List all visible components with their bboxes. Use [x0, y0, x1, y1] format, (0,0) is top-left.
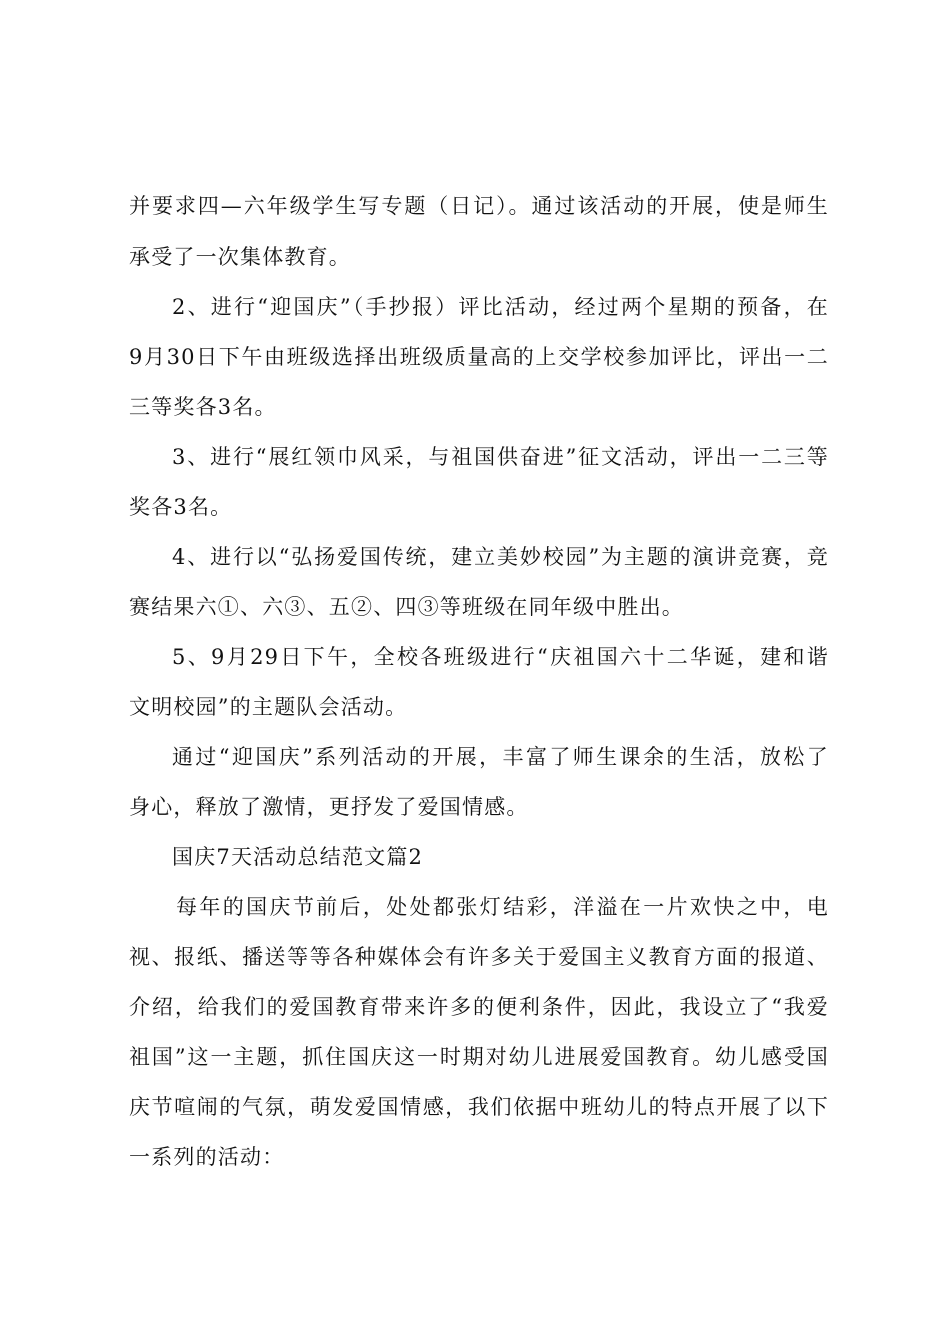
paragraph-line: 介绍，给我们的爱国教育带来许多的便利条件，因此，我设立了“我爱	[129, 995, 829, 1019]
paragraph-line: 视、报纸、播送等等各种媒体会有许多关于爱国主义教育方面的报道、	[129, 945, 829, 969]
paragraph-line: 2、进行“迎国庆”（手抄报）评比活动，经过两个星期的预备，在	[172, 295, 829, 319]
paragraph-line: 3、进行“展红领巾风采，与祖国供奋进”征文活动，评出一二三等	[172, 445, 829, 469]
paragraph-line: 文明校园”的主题队会活动。	[129, 695, 408, 719]
paragraph-line: 祖国”这一主题，抓住国庆这一时期对幼儿进展爱国教育。幼儿感受国	[129, 1045, 829, 1069]
paragraph-line: 通过“迎国庆”系列活动的开展，丰富了师生课余的生活，放松了	[172, 745, 829, 769]
paragraph-line: 5、9月29日下午，全校各班级进行“庆祖国六十二华诞，建和谐	[172, 645, 829, 669]
paragraph-line: 奖各3名。	[129, 495, 233, 519]
section-heading: 国庆7天活动总结范文篇2	[172, 845, 424, 869]
paragraph-line: 并要求四—六年级学生写专题（日记）。通过该活动的开展，使是师生	[129, 194, 829, 218]
paragraph-line: 每年的国庆节前后，处处都张灯结彩，洋溢在一片欢快之中，电	[176, 895, 829, 919]
paragraph-line: 赛结果六①、六③、五②、四③等班级在同年级中胜出。	[129, 595, 684, 619]
paragraph-line: 9月30日下午由班级选择出班级质量高的上交学校参加评比，评出一二	[129, 345, 829, 369]
paragraph-line: 4、进行以“弘扬爱国传统，建立美妙校园”为主题的演讲竞赛，竞	[172, 545, 829, 569]
paragraph-line: 三等奖各3名。	[129, 395, 277, 419]
paragraph-line: 承受了一次集体教育。	[129, 245, 351, 269]
paragraph-line: 庆节喧闹的气氛，萌发爱国情感，我们依据中班幼儿的特点开展了以下	[129, 1095, 829, 1119]
paragraph-line: 身心，释放了激情，更抒发了爱国情感。	[129, 795, 529, 819]
paragraph-line: 一系列的活动：	[129, 1145, 285, 1169]
